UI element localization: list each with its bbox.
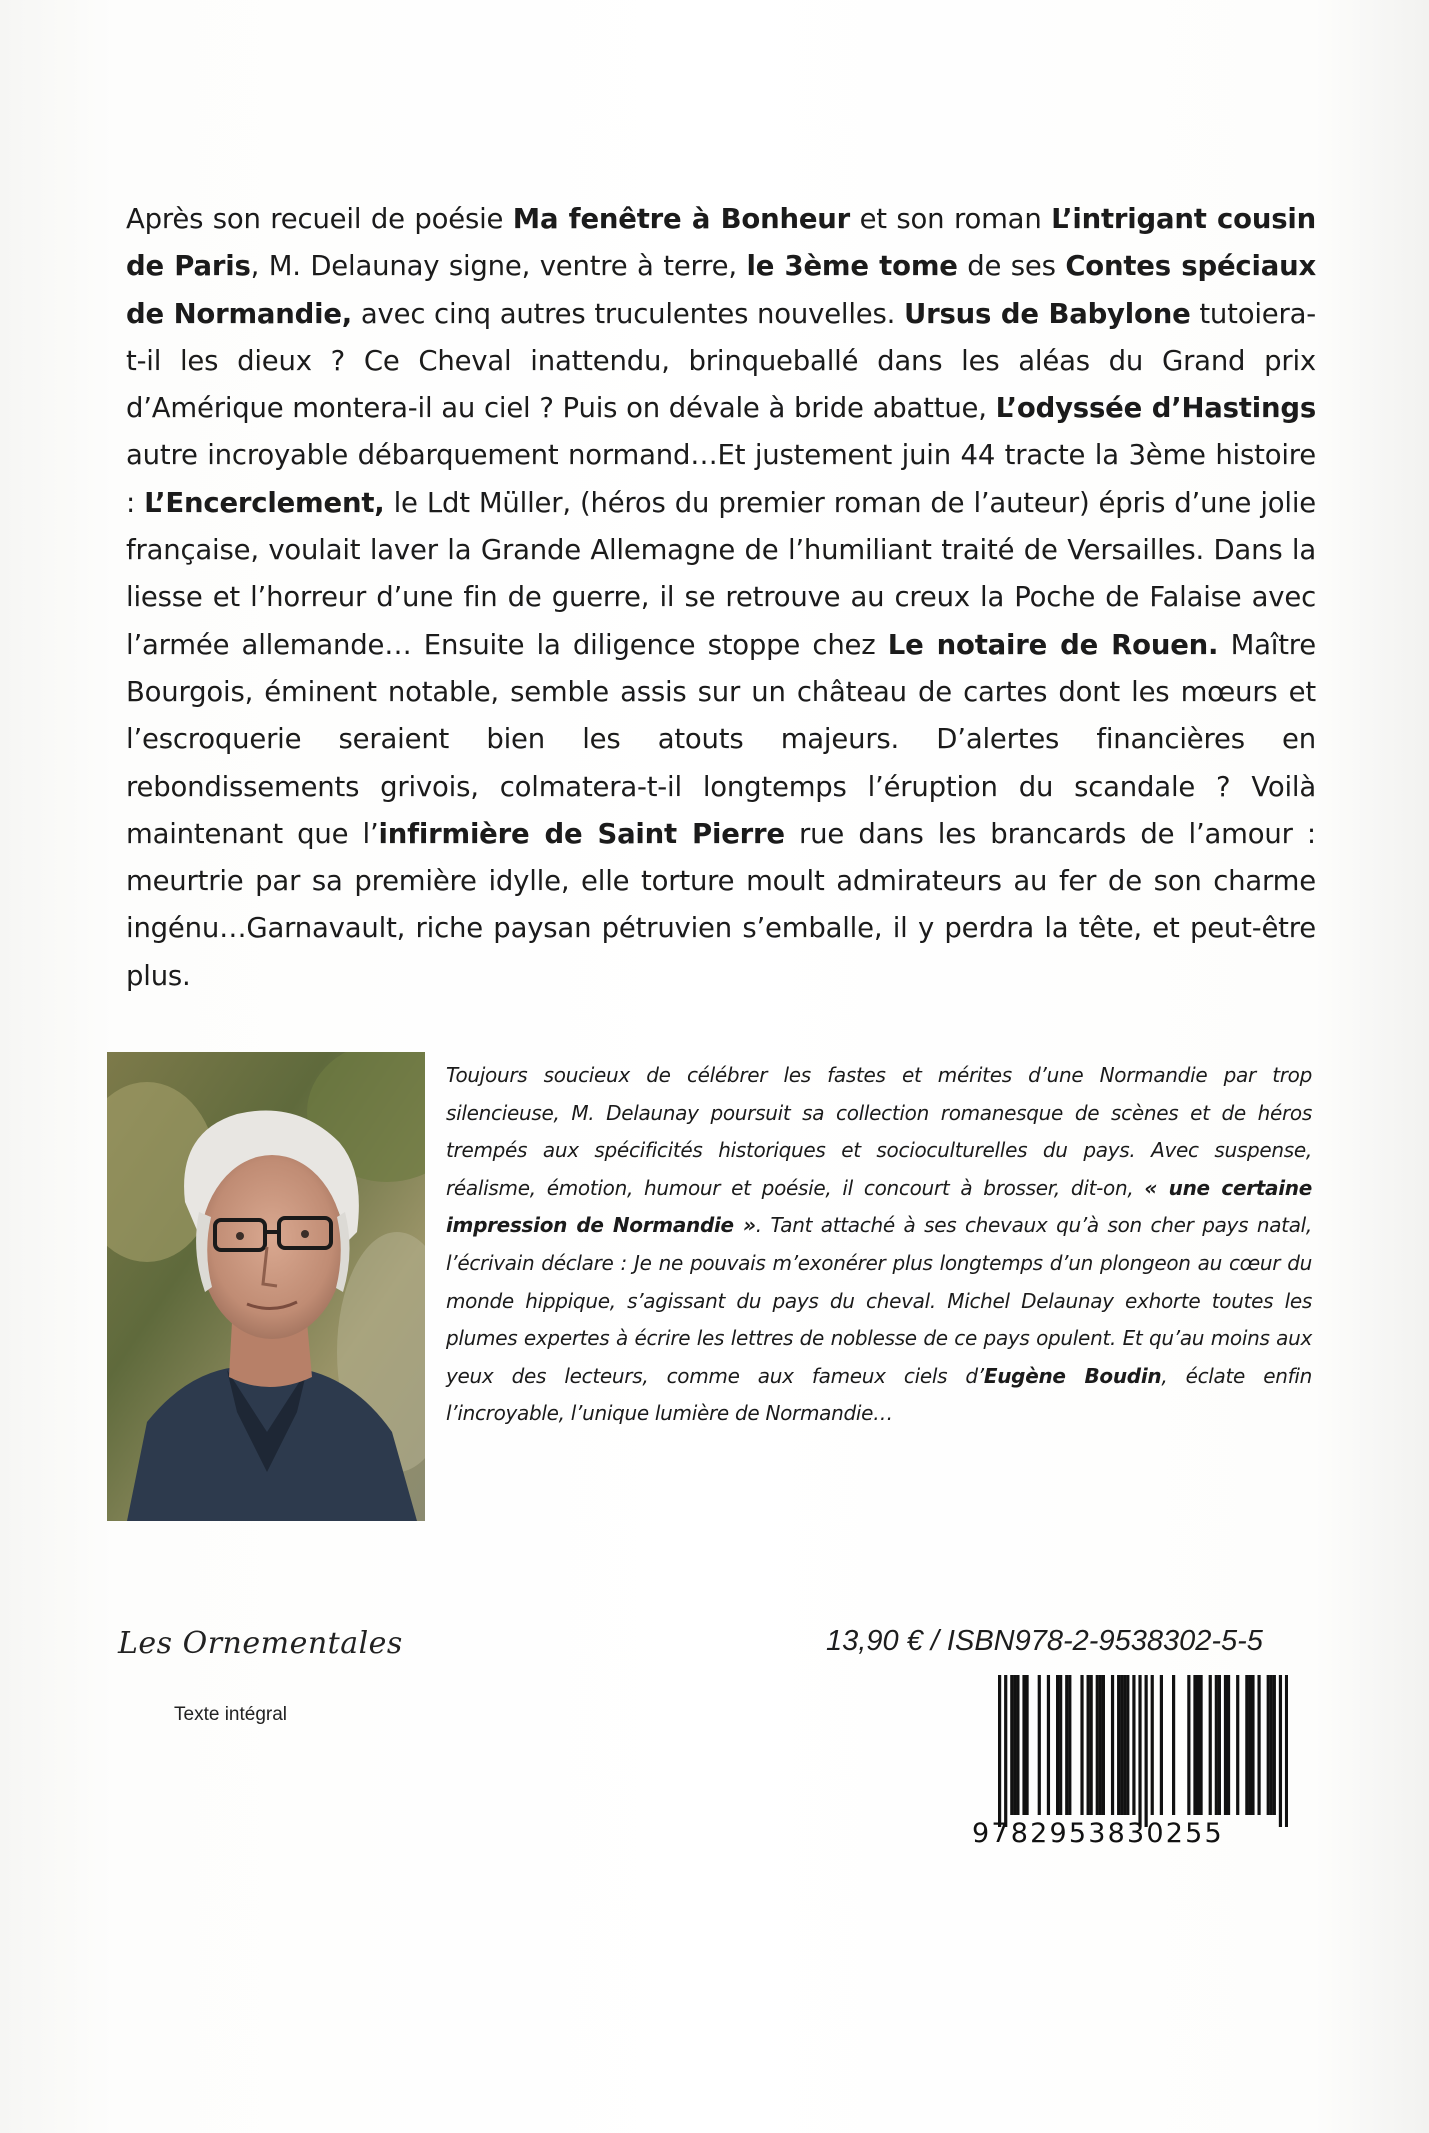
- barcode-bar: [1120, 1675, 1123, 1815]
- barcode-bar: [1025, 1675, 1028, 1815]
- title-intrigant-cousin: L’intrigant cousin de Paris: [126, 203, 1316, 283]
- barcode-bar: [1059, 1675, 1062, 1815]
- barcode-bar: [1090, 1675, 1093, 1815]
- barcode-bar: [1123, 1675, 1126, 1815]
- barcode-bar: [1087, 1675, 1090, 1815]
- title-encerclement: L’Encerclement,: [144, 486, 385, 519]
- publisher-name: Les Ornementales: [118, 1626, 403, 1661]
- barcode-bar: [1187, 1675, 1190, 1815]
- title-notaire: Le notaire de Rouen.: [887, 628, 1219, 661]
- barcode-bar: [1279, 1675, 1282, 1827]
- author-photo: [107, 1052, 425, 1521]
- title-infirmiere: infirmière de Saint Pierre: [378, 817, 785, 850]
- barcode-bar: [1022, 1675, 1025, 1815]
- bio-quote: « une certaine impression de Normandie »: [446, 1175, 1312, 1238]
- barcode-bar: [1016, 1675, 1019, 1815]
- barcode-bar: [1145, 1675, 1148, 1827]
- barcode-bar: [1004, 1675, 1007, 1827]
- barcode-bar: [1068, 1675, 1071, 1815]
- barcode-bar: [1038, 1675, 1041, 1815]
- barcode-bar: [1236, 1675, 1239, 1815]
- author-bio: Toujours soucieux de célébrer les fastes et mérites d’une Normandie par trop silencieuse, M. Delaunay poursuit sa collection romanesque de scènes et de héros trempés aux spécificités historiques et socioculturelles du pays. Avec suspense, réalisme, émotion, humour et poésie, il concourt à brosser, dit-on, « une certaine impression de Normandie ». Tant attaché à ses chevaux qu’à son cher pays natal, l’écrivain déclare : Je ne pouvais m’exonérer plus longtemps d’un plongeon au cœur du monde hippique, s’agissant du pays du cheval. Michel Delaunay exhorte toutes les plumes expertes à écrire les lettres de noblesse de ce pays opulent. Et qu’au moins aux yeux des lecteurs, comme aux fameux ciels d’Eugène Boudin, éclate enfin l’incroyable, l’unique lumière de Normandie…: [446, 1063, 1313, 1426]
- barcode-bar: [998, 1675, 1001, 1827]
- barcode-bar: [1172, 1675, 1175, 1815]
- barcode-bar: [1126, 1675, 1129, 1815]
- barcode-bar: [1209, 1675, 1212, 1815]
- price-isbn: 13,90 € / ISBN978-2-9538302-5-5: [826, 1625, 1263, 1657]
- title-ursus: Ursus de Babylone: [904, 297, 1191, 330]
- title-odyssee: L’odyssée d’Hastings: [995, 392, 1316, 425]
- barcode-bar: [1285, 1675, 1288, 1827]
- barcode: [998, 1675, 1288, 1827]
- barcode-bar: [1160, 1675, 1163, 1815]
- barcode-bar: [1010, 1675, 1013, 1815]
- barcode-bar: [1111, 1675, 1114, 1815]
- barcode-bar: [1273, 1675, 1276, 1815]
- barcode-bar: [1065, 1675, 1068, 1815]
- barcode-bar: [1138, 1675, 1141, 1827]
- barcode-bar: [1245, 1675, 1248, 1815]
- barcode-bar: [1196, 1675, 1199, 1815]
- barcode-bar: [1193, 1675, 1196, 1815]
- barcode-bar: [1096, 1675, 1099, 1815]
- barcode-bar: [1224, 1675, 1227, 1815]
- title-contes-speciaux: Contes spéciaux de Normandie,: [126, 250, 1317, 330]
- barcode-digits: 9782953830255: [972, 1818, 1224, 1849]
- barcode-bar: [1013, 1675, 1016, 1815]
- barcode-bar: [1199, 1675, 1202, 1815]
- barcode-bar: [1227, 1675, 1230, 1815]
- barcode-bar: [1251, 1675, 1254, 1815]
- barcode-bar: [1218, 1675, 1221, 1815]
- barcode-bar: [1047, 1675, 1050, 1815]
- barcode-bar: [1215, 1675, 1218, 1815]
- blurb-text: Après son recueil de poésie Ma fenêtre à Bonheur et son roman L’intrigant cousin de Paris, M. Delaunay signe, ventre à terre, le 3ème tome de ses Contes spéciaux de Normandie, avec cinq autres truculentes nouvelles. Ursus de Babylone tutoiera-t-il les dieux ? Ce Cheval inattendu, brinqueballé dans les aléas du Grand prix d’Amérique montera-il au ciel ? Puis on dévale à bride abattue, L’odyssée d’Hastings autre incroyable débarquement normand…Et justement juin 44 tracte la 3ème histoire : L’Encerclement, le Ldt Müller, (héros du premier roman de l’auteur) épris d’une jolie française, voulait laver la Grande Allemagne de l’humiliant traité de Versailles. Dans la liesse et l’horreur d’une fin de guerre, il se retrouve au creux la Poche de Falaise avec l’armée allemande… Ensuite la diligence stoppe chez Le notaire de Rouen. Maître Bourgois, éminent notable, semble assis sur un château de cartes dont les mœurs et l’escroquerie seraient bien les atouts majeurs. D’alertes financières en rebondissements grivois, colmatera-t-il longtemps l’éruption du scandale ? Voilà maintenant que l’infirmière de Saint Pierre rue dans les brancards de l’amour : meurtrie par sa première idylle, elle torture moult admirateurs au fer de son charme ingénu…Garnavault, riche paysan pétruvien s’emballe, il y perdra la tête, et peut-être plus.: [126, 203, 1317, 992]
- barcode-bar: [1257, 1675, 1260, 1815]
- barcode-bar: [1132, 1675, 1135, 1815]
- barcode-bar: [1151, 1675, 1154, 1815]
- barcode-bar: [1248, 1675, 1251, 1815]
- title-ma-fenetre: Ma fenêtre à Bonheur: [512, 203, 851, 235]
- barcode-bar: [1080, 1675, 1083, 1815]
- barcode-bar: [1102, 1675, 1105, 1815]
- barcode-bar: [1117, 1675, 1120, 1815]
- bio-painter: Eugène Boudin: [983, 1363, 1162, 1388]
- barcode-bar: [1056, 1675, 1059, 1815]
- full-text-mention: Texte intégral: [174, 1704, 288, 1725]
- tome-mention: le 3ème tome: [746, 250, 958, 283]
- barcode-bar: [1099, 1675, 1102, 1815]
- barcode-bar: [1267, 1675, 1270, 1815]
- barcode-bar: [1270, 1675, 1273, 1815]
